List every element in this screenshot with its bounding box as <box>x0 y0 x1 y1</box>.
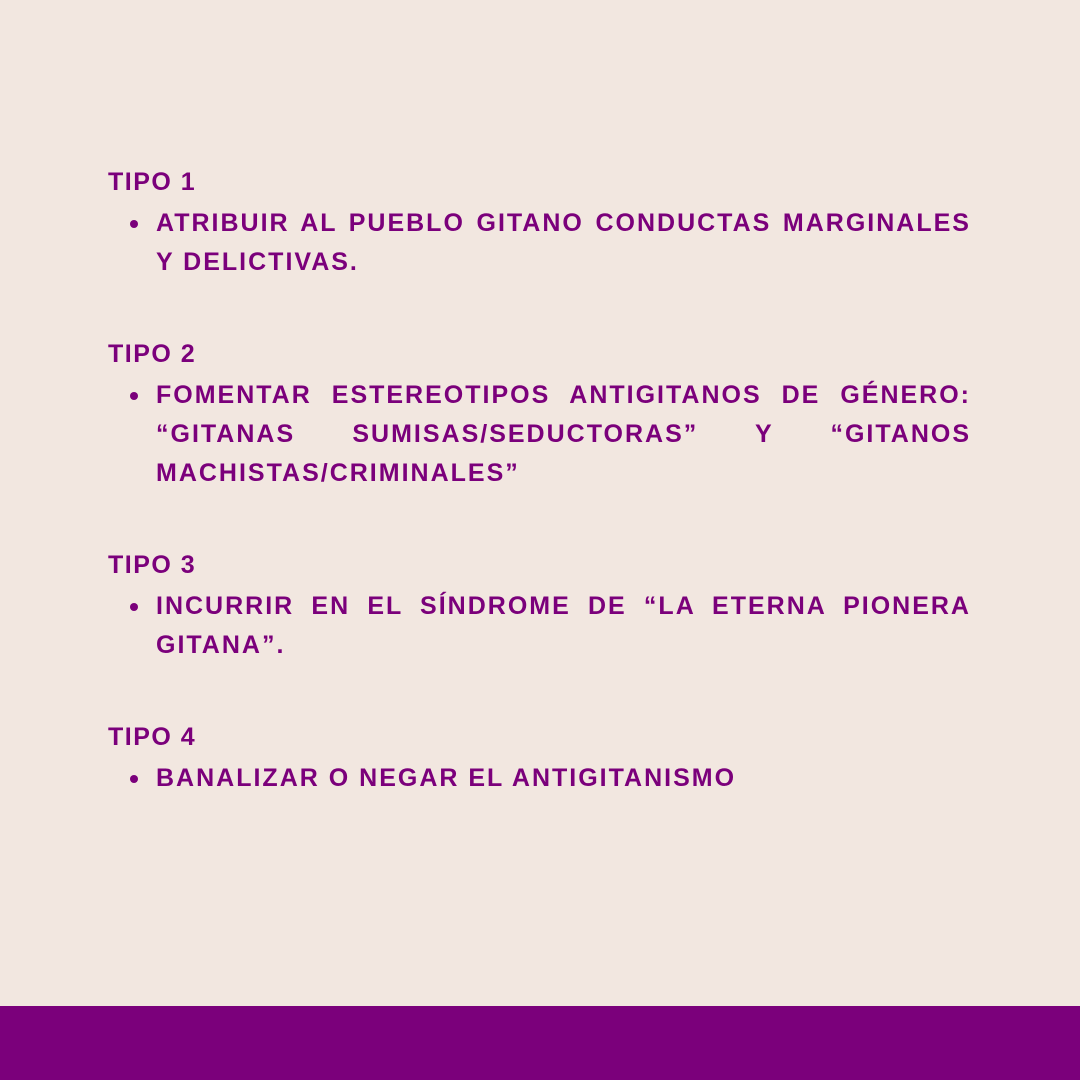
type-section-1 <box>108 166 971 282</box>
type-section-4 <box>108 721 971 798</box>
type-heading: TIPO 2 <box>108 340 197 368</box>
bullet-item: BANALIZAR O NEGAR EL ANTIGITANISMO <box>108 759 971 798</box>
bullet-list <box>108 376 971 493</box>
bullet-list <box>108 204 971 282</box>
types-list <box>108 166 971 854</box>
type-heading: TIPO 3 <box>108 551 197 579</box>
bullet-item: INCURRIR EN EL SÍNDROME DE “LA ETERNA PIONERA GITANA”. <box>108 587 971 665</box>
footer-bar <box>0 1006 1080 1080</box>
type-section-2 <box>108 338 971 493</box>
type-section-3 <box>108 549 971 665</box>
bullet-list <box>108 759 971 798</box>
bullet-list <box>108 587 971 665</box>
type-heading: TIPO 4 <box>108 723 197 751</box>
type-heading: TIPO 1 <box>108 168 197 196</box>
bullet-item: ATRIBUIR AL PUEBLO GITANO CONDUCTAS MARGINALES Y DELICTIVAS. <box>108 204 971 282</box>
bullet-item: FOMENTAR ESTEREOTIPOS ANTIGITANOS DE GÉNERO: “GITANAS SUMISAS/SEDUCTORAS” Y “GITANOS MACHISTAS/CRIMINALES” <box>108 376 971 493</box>
